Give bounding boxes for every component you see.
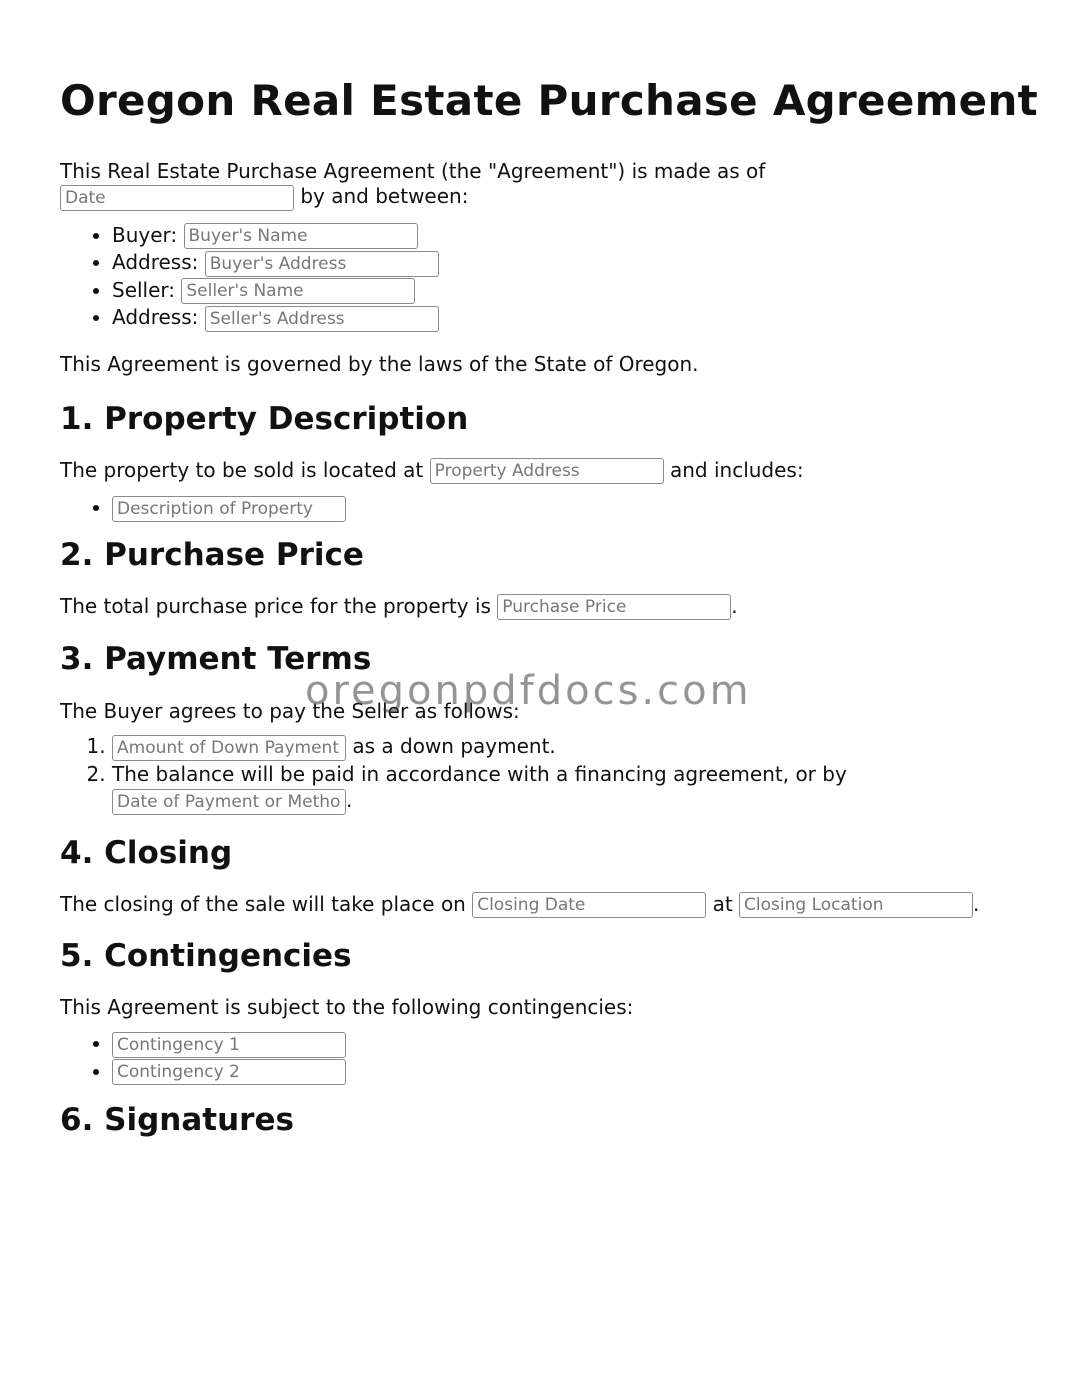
section-heading-contingencies: 5. Contingencies: [60, 938, 352, 974]
section-heading-closing: 4. Closing: [60, 834, 233, 871]
price-text-after: .: [731, 593, 738, 618]
governing-law-text: This Agreement is governed by the laws of the State of Oregon.: [60, 351, 699, 376]
closing-text-after: .: [973, 891, 980, 916]
watermark-text: oregonpdfdocs.com: [305, 668, 752, 714]
section-heading-property: 1. Property Description: [60, 400, 469, 437]
payment-term-down-payment: [112, 733, 1040, 761]
price-paragraph: [60, 594, 1040, 621]
balance-text-after: .: [346, 788, 353, 812]
section-heading-payment: 3. Payment Terms: [60, 641, 372, 677]
seller-label: Seller:: [112, 277, 176, 302]
buyer-label: Buyer:: [112, 222, 178, 247]
agreement-page: [60, 0, 1040, 1139]
property-text-before: The property to be sold is located at: [60, 457, 424, 482]
party-buyer-address: [112, 249, 1040, 277]
buyer-address-label: Address:: [112, 250, 199, 274]
seller-address-input[interactable]: [205, 306, 439, 332]
property-text-after: and includes:: [669, 457, 804, 482]
contingencies-intro-text: This Agreement is subject to the following contingencies:: [60, 995, 634, 1019]
section-heading-price: 2. Purchase Price: [60, 536, 364, 573]
page-title: Oregon Real Estate Purchase Agreement: [60, 76, 1039, 125]
party-seller-address: [112, 304, 1040, 332]
property-description-list: [60, 495, 1040, 522]
closing-paragraph: [60, 892, 1040, 919]
buyer-address-input[interactable]: [205, 251, 439, 277]
buyer-name-input[interactable]: [184, 223, 418, 249]
seller-address-label: Address:: [112, 305, 199, 329]
contingency-item: [112, 1030, 1040, 1058]
contingency-2-input[interactable]: [112, 1059, 346, 1085]
payment-terms-list: [60, 733, 1040, 815]
closing-location-input[interactable]: [739, 892, 973, 918]
intro-paragraph: [60, 159, 1040, 211]
payment-term-balance: [112, 761, 1040, 815]
property-description-item: [112, 495, 1040, 522]
closing-date-input[interactable]: [472, 892, 706, 918]
seller-name-input[interactable]: [181, 278, 415, 304]
property-paragraph: [60, 458, 1040, 485]
party-buyer: [112, 222, 1040, 250]
intro-text-before: This Real Estate Purchase Agreement (the "Agreement") is made as of: [60, 159, 766, 183]
payment-intro-text: The Buyer agrees to pay the Seller as follows:: [60, 699, 520, 723]
closing-text-before: The closing of the sale will take place on: [60, 891, 466, 916]
down-payment-text: as a down payment.: [352, 734, 556, 758]
property-description-input[interactable]: [112, 496, 346, 522]
contingency-1-input[interactable]: [112, 1032, 346, 1058]
property-address-input[interactable]: [430, 458, 664, 484]
contingencies-list: [60, 1030, 1040, 1085]
section-heading-signatures: 6. Signatures: [60, 1102, 294, 1138]
price-text-before: The total purchase price for the property is: [60, 593, 491, 618]
payment-method-input[interactable]: [112, 789, 346, 815]
contingency-item: [112, 1058, 1040, 1086]
intro-text-after: by and between:: [300, 184, 469, 208]
purchase-price-input[interactable]: [497, 594, 731, 620]
agreement-date-input[interactable]: [60, 185, 294, 211]
closing-text-middle: at: [712, 891, 733, 916]
down-payment-input[interactable]: [112, 735, 346, 761]
balance-text: The balance will be paid in accordance with a financing agreement, or by: [112, 761, 847, 786]
party-seller: [112, 277, 1040, 305]
parties-list: [60, 222, 1040, 332]
